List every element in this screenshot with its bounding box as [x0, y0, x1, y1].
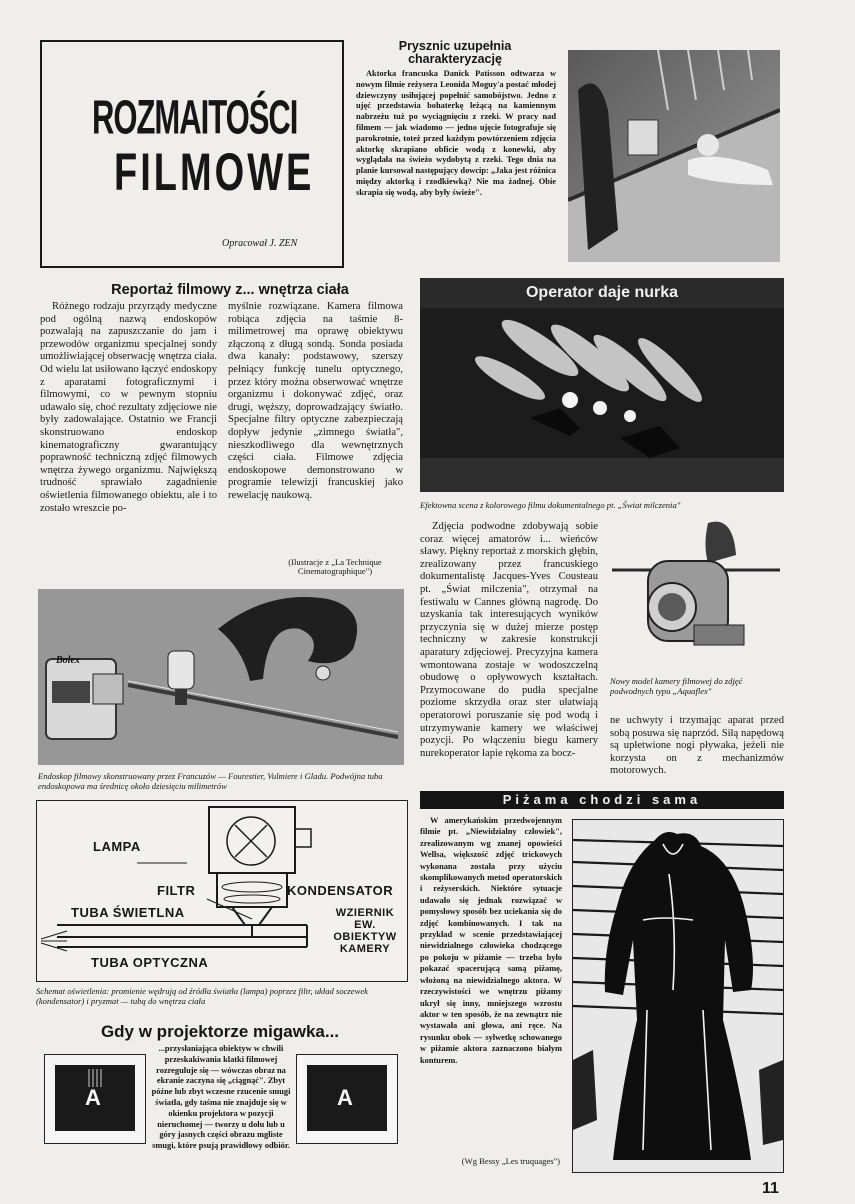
masthead-title-line2: FILMOWE: [114, 144, 315, 203]
operator-col2: ne uchwyty i trzymając aparat przed sobą posuwa się naprzód. Siłą napędową są upłetwione nogi pływaka, jeżeli nie korzysta on z mechanizmów motorowych.: [610, 715, 784, 777]
camera-brand: Bolex: [56, 655, 80, 666]
endoskop-caption: Endoskop filmowy skonstruowany przez Francuzów — Fourestier, Vulmiere i Gladu. Podwójna tuba endoskopowa ma średnicę około dziesięciu milimetrów: [38, 771, 383, 791]
operator-col1: Zdjęcia podwodne zdobywają sobie coraz więcej amatorów i... wieńców sławy. Piękny reportaż z morskich głębin, zrealizowany przez francuskiego dokumentalistę Jacques-Yves Cousteau pt. „Świat milczenia", otrzymał na festiwalu w Cannes główną nagrodę. Do uzyskania tak interesujących wyników przyczynia się w dużej mierze postęp techniczny w zakresie konstrukcji aparatury zdjęciowej. Precyzyjna kamera wmontowana zostaje w wodoszczelną obudowę o opływowych kształtach. Przymocowane do pudła specjalne poziome skrzydła oraz ster ułatwiają operatorowi poruszanie się pod wodą i utrzymywanie kamery we właściwej pozycji. Po włączeniu biegu kamery nurekoperator łapie rękoma za bocz-: [420, 521, 598, 759]
frame-letter-right: A: [337, 1085, 353, 1110]
label-wziernik: WZIERNIK EW. OBIEKTYW KAMERY: [333, 907, 397, 955]
aquaflex-caption: Nowy model kamery filmowej do zdjęć podwodnych typu „Aquaflex": [610, 676, 743, 696]
pizama-body: W amerykańskim przedwojennym filmie pt. „Niewidzialny człowiek", zrealizowanym wg znanej opowieści Wellsa, większość zdjęć trickowych wykonana została przy użyciu skomplikowanych metod operatorskich i reżyserskich. Niektóre sytuacje udawało się jednak rozwiązać w pomysłowy sposób bez uciekania się do zdjęć kombinowanych. I tak na przykład w scenie przedstawiającej niewidzialnego człowieka chodzącego po pokoju w piżamie — trzeba było pokazać spacerującą samą piżamę, włożoną na niewidzialnego aktora. W rzeczywistości we wnętrzu piżamy ukrył się inny, mniejszego wzrostu aktor w ten sposób, że na zewnątrz nie wystawała ani głowa, ani ręce. Na rysunku obok — sylwetkę schowanego w piżamie aktora zaznaczono białym konturem.: [420, 816, 562, 1065]
pyjama-drawing: [572, 819, 784, 1173]
prysznic-photo: [568, 50, 780, 262]
pizama-title-bar: [420, 791, 784, 809]
diagram-caption: Schemat oświetlenia: promienie wędrują od źródła światła (lampa) poprzez filtr, układ soczewek (kondensator) i pryzmat — tubą do wnętrza ciała: [36, 986, 368, 1006]
label-filtr: FILTR: [157, 883, 196, 898]
label-tuba-optyczna: TUBA OPTYCZNA: [91, 955, 209, 970]
reportaz-source: (Ilustracje z „La Technique Cinematographique"): [288, 557, 382, 576]
pizama-title: Piżama chodzi sama: [502, 792, 702, 807]
operator-title: Operator daje nurka: [525, 284, 679, 301]
reportaz-col1: Różnego rodzaju przyrządy medyczne pod ogólną nazwą endoskopów pozwalają na zapuszczanie do jam i przewodów organizmu specjalnej sondy umożliwiającej obserwację wnętrza ciała. Od wielu lat usiłowano łączyć endoskopy z aparatami fotograficznymi i filmowymi, co w pewnym stopniu udawało się, choć rezultaty zdjęciowe nie były zadowalające. Ostatnio we Francji skonstruowano endoskop kinematograficzny gwarantujący poprawność techniczną zdjęć filmowych wnętrza żywego organizmu. Największą trudność sprawiało zagadnienie oświetlenia filmowanego obiektu, ale i to zostało wreszcie po-: [40, 301, 217, 514]
diver-caption: Efektowna scena z kolorowego filmu dokumentalnego pt. „Świat milczenia": [420, 500, 681, 510]
migawka-body: ...przysłaniająca obiektyw w chwili przeskakiwania klatki filmowej rozreguluje się — wówczas obraz na ekranie zaczyna się „ciągnąć". Zbyt późne lub zbyt wczesne rzucenie smugi światła, gdy taśma nie znajduje się w okienku projektora w pozycji nieruchomej — tworzy u dołu lub u góry jasnych części obrazu mgliste smugi, które psują prawidłowy odbiór.: [151, 1044, 291, 1151]
prysznic-body: Aktorka francuska Danick Patisson odtwarza w nowym filmie reżysera Leonida Moguy'a postać młodej dziewczyny usiłującej popełnić samobójstwo. Jedno z ujęć przedstawia bohaterkę leżącą na kamiennym nabrzeżu tuż po wyciągnięciu z rzeki. W pracy nad filmem — jak wiadomo — jedno ujęcie fotografuje się parokrotnie, toteż przed każdym powtórzeniem zdjęcia aktorkę skrapiano obficie wodą z konewki, aby wyglądała na świeżo wydobytą z rzeki. Tego dnia na planie kursował następujący dowcip: „Jaka jest różnica między aktorką i rzodkiewką? Nie ma żadnej. Obie skrapia się wodą, aby były świeże".: [356, 69, 556, 197]
frame-letter-left: A: [85, 1085, 101, 1110]
masthead-author: Opracował J. ZEN: [222, 238, 298, 249]
aquaflex-camera-photo: [608, 515, 784, 670]
endoskop-photo: [38, 589, 404, 765]
diver-photo: [420, 308, 784, 492]
masthead-title-line1: ROZMAITOŚCI: [92, 90, 298, 145]
projector-frame-left: [44, 1054, 146, 1144]
projector-frame-right: [296, 1054, 398, 1144]
migawka-title: Gdy w projektorze migawka...: [100, 1022, 340, 1041]
pizama-source: (Wg Bessy „Les truquages"): [461, 1156, 560, 1166]
reportaz-col2: myślnie rozwiązane. Kamera filmowa robiąca zdjęcia na taśmie 8-milimetrowej ma oprawę obiektywu złączoną z długą sondą. Sonda posiada dwa kanały: podstawowy, szerszy pełniący funkcję tunelu optycznego, przez który można obserwować wnętrze organizmu i dokonywać zdjęć, oraz drugi, węższy, doprowadzający światło. Specjalne filtry optyczne zabezpieczają dopływ jedynie „zimnego światła", nieszkodliwego dla wewnętrznych części ciała. Filmowe zdjęcia endoskopowe demonstrowano w programie telewizji francuskiej jako rewelację naukową.: [228, 301, 403, 501]
masthead-box: [40, 40, 344, 268]
reportaz-title: Reportaż filmowy z... wnętrza ciała: [111, 282, 349, 298]
projector-screen-left: [55, 1065, 135, 1131]
prysznic-title: Prysznic uzupełnia charakteryzację: [398, 39, 512, 66]
projector-screen-right: [307, 1065, 387, 1131]
operator-title-bar: [420, 278, 784, 308]
lighting-diagram: [36, 800, 408, 982]
label-kondensator: KONDENSATOR: [287, 883, 394, 898]
label-lampa: LAMPA: [93, 839, 141, 854]
page-number: 11: [762, 1180, 779, 1197]
label-tuba-swietlna: TUBA ŚWIETLNA: [71, 905, 185, 920]
